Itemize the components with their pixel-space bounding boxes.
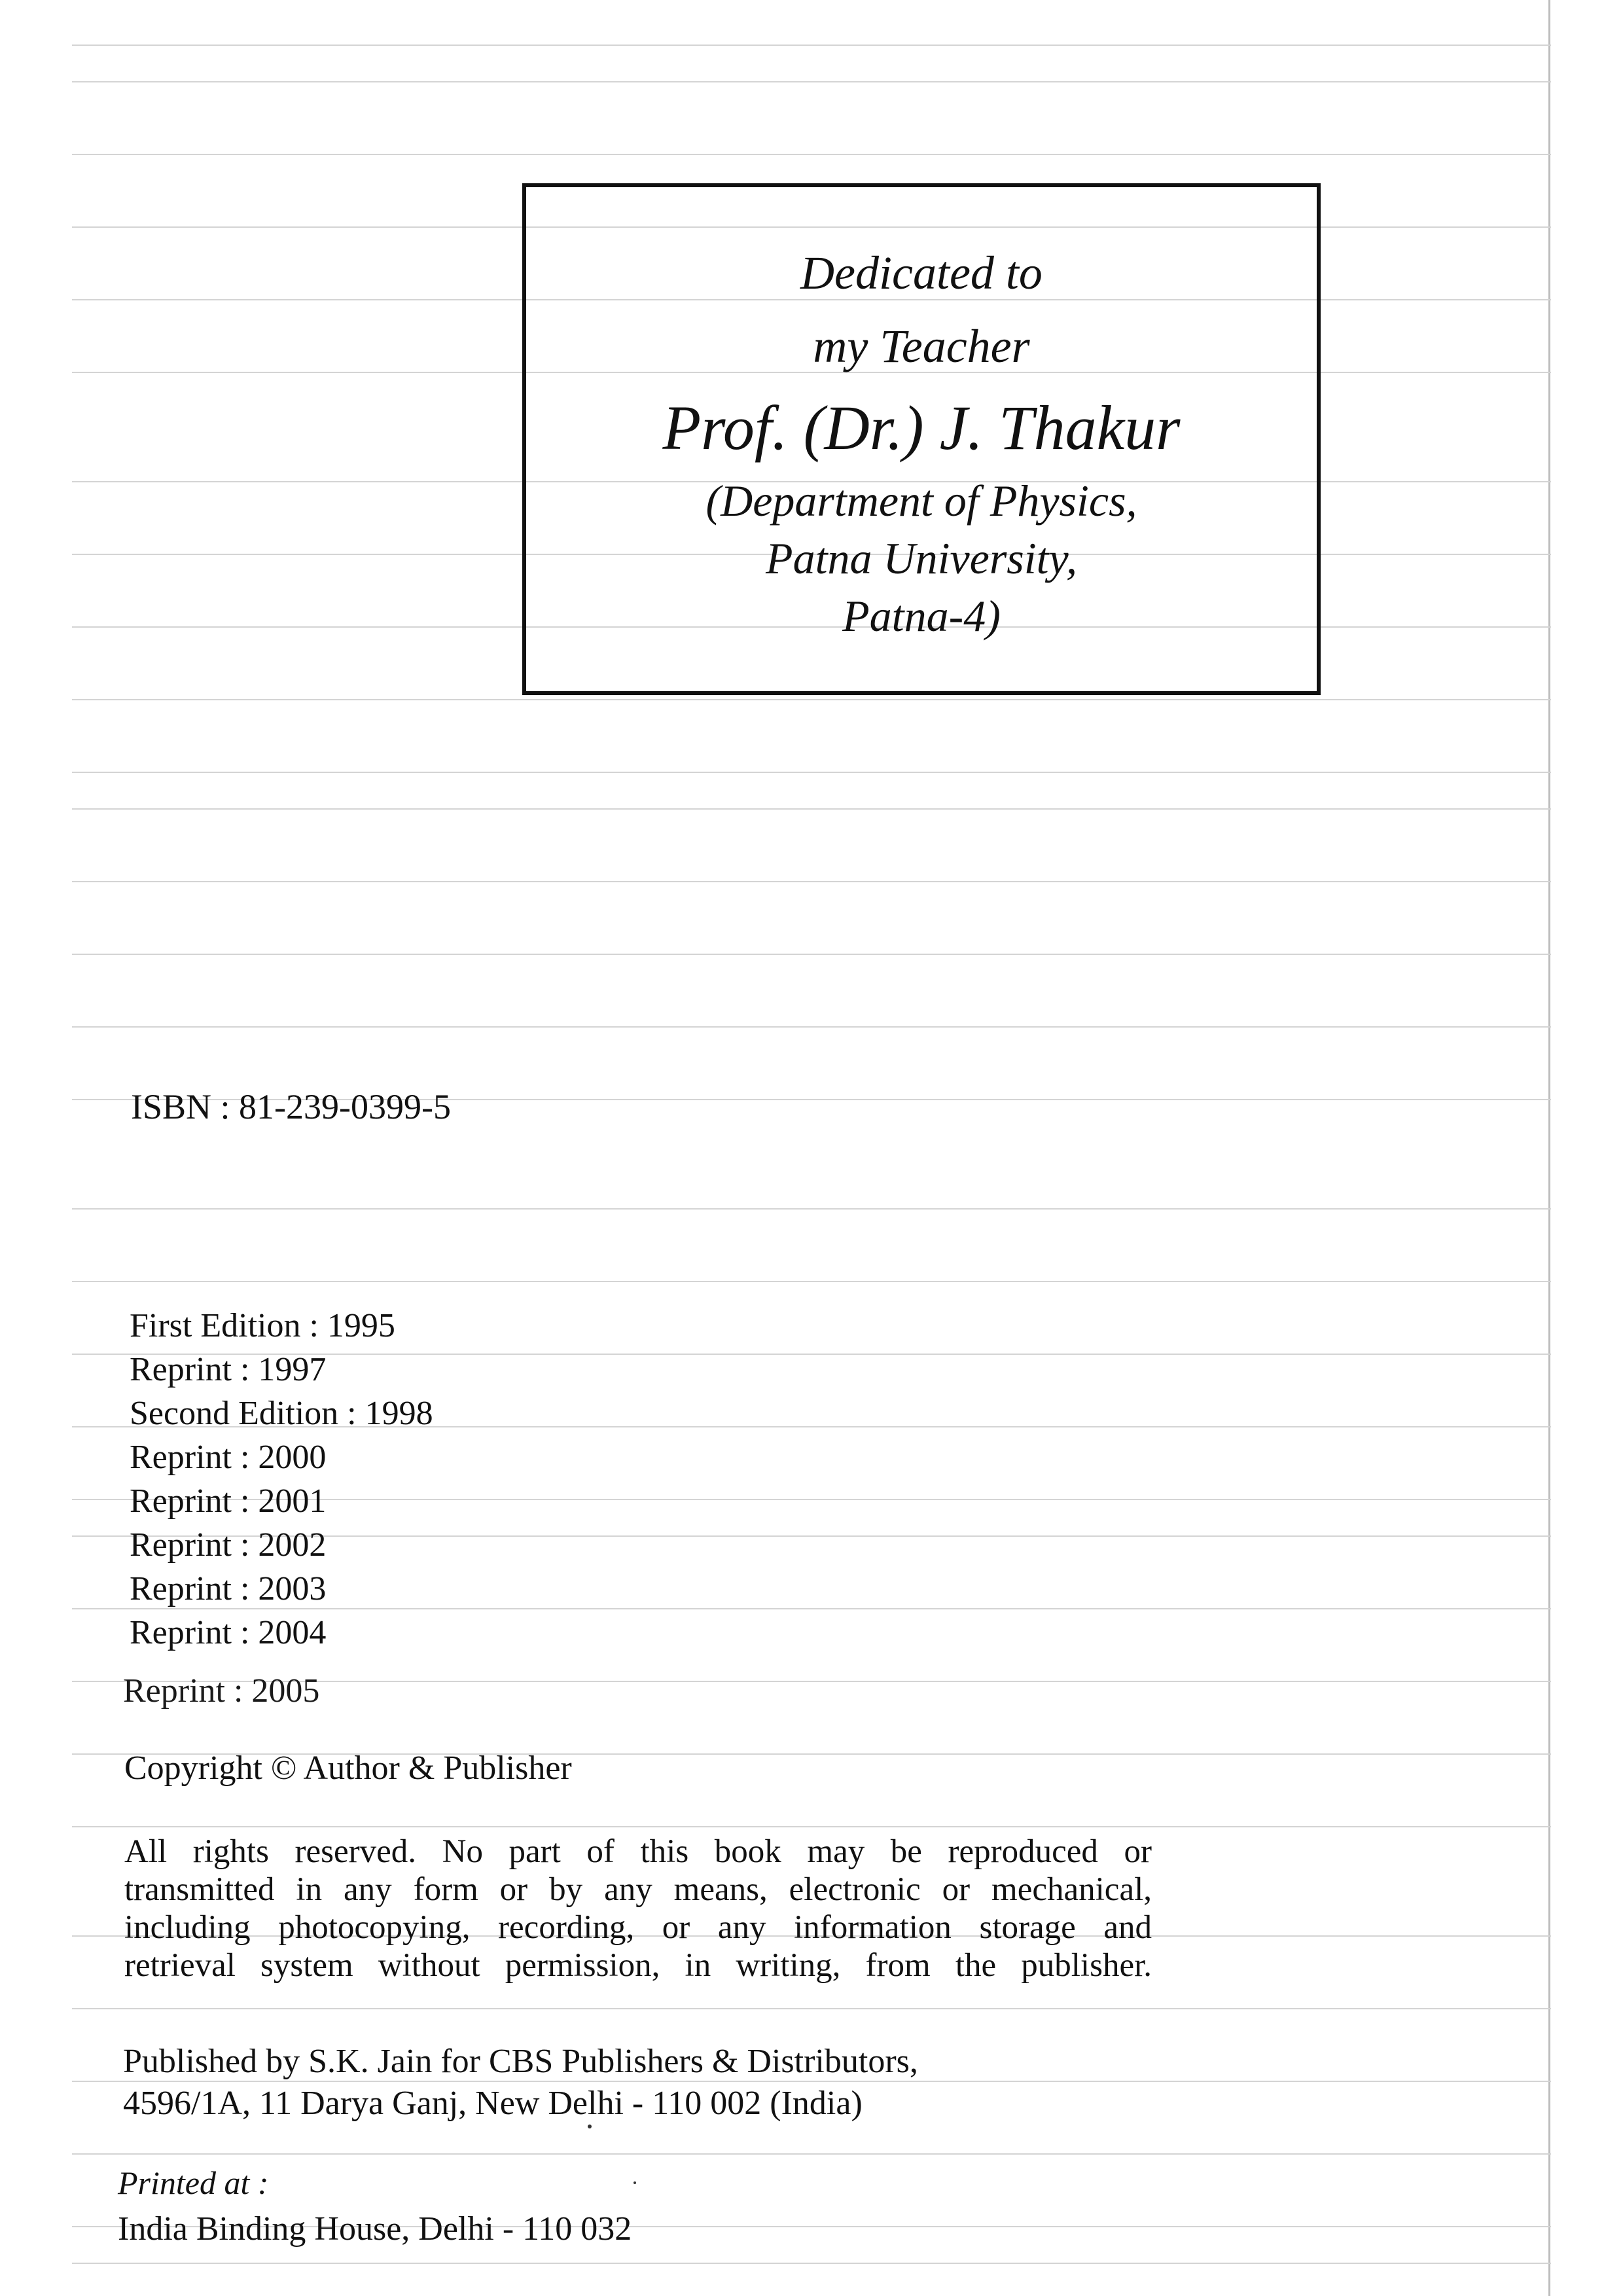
dedication-line-1: Dedicated to bbox=[800, 247, 1043, 299]
publisher-block bbox=[123, 2041, 918, 2125]
edition-line: Reprint : 1997 bbox=[130, 1351, 327, 1388]
rights-line: retrieval system without permission, in writing, from the publisher. bbox=[124, 1947, 1152, 1984]
publisher-line: Published by S.K. Jain for CBS Publishers & Distributors, bbox=[123, 2043, 918, 2080]
printed-at-label: Printed at : bbox=[118, 2164, 269, 2201]
printer-name: India Binding House, Delhi - 110 032 bbox=[118, 2210, 632, 2248]
edition-line: Second Edition : 1998 bbox=[130, 1395, 433, 1432]
edition-line: Reprint : 2001 bbox=[130, 1482, 327, 1520]
dedication-dept-line-2: Patna University, bbox=[766, 533, 1077, 583]
rights-line: transmitted in any form or by any means, electronic or mechanical, bbox=[124, 1871, 1152, 1908]
rights-paragraph bbox=[124, 1833, 1152, 1984]
dedication-dept-line-1: (Department of Physics, bbox=[705, 476, 1137, 526]
edition-line: Reprint : 2003 bbox=[130, 1570, 327, 1607]
dedicatee-name: Prof. (Dr.) J. Thakur bbox=[662, 393, 1181, 463]
ruled-line bbox=[72, 772, 1551, 773]
ruled-line bbox=[72, 1026, 1551, 1028]
ruled-line bbox=[72, 1826, 1551, 1827]
ruled-line bbox=[72, 81, 1551, 82]
ruled-line bbox=[72, 954, 1551, 955]
ruled-line bbox=[72, 2263, 1551, 2264]
edition-line: First Edition : 1995 bbox=[130, 1307, 395, 1344]
edition-line: Reprint : 2000 bbox=[130, 1439, 327, 1476]
scan-speck bbox=[633, 2181, 636, 2184]
page-edge-line bbox=[1548, 0, 1550, 2296]
ruled-line bbox=[72, 699, 1551, 700]
ruled-line bbox=[72, 1208, 1551, 1210]
ruled-line bbox=[72, 808, 1551, 810]
dedication-line-2: my Teacher bbox=[813, 320, 1030, 372]
ruled-line bbox=[72, 45, 1551, 46]
ruled-line bbox=[72, 1608, 1551, 1609]
edition-line: Reprint : 2002 bbox=[130, 1526, 327, 1564]
scan-speck bbox=[588, 2125, 592, 2128]
ruled-line bbox=[72, 154, 1551, 155]
edition-line: Reprint : 2004 bbox=[130, 1614, 327, 1651]
copyright-notice: Copyright © Author & Publisher bbox=[124, 1749, 572, 1787]
edition-line: Reprint : 2005 bbox=[123, 1672, 320, 1710]
dedication-box bbox=[522, 183, 1321, 695]
ruled-line bbox=[72, 1281, 1551, 1282]
ruled-line bbox=[72, 881, 1551, 882]
rights-line: including photocopying, recording, or any information storage and bbox=[124, 1909, 1152, 1946]
dedication-dept-line-3: Patna-4) bbox=[842, 591, 1001, 641]
publisher-address: 4596/1A, 11 Darya Ganj, New Delhi - 110 002 (India) bbox=[123, 2085, 863, 2122]
ruled-line bbox=[72, 2153, 1551, 2155]
isbn: ISBN : 81-239-0399-5 bbox=[131, 1087, 451, 1126]
rights-line: All rights reserved. No part of this book may be reproduced or bbox=[124, 1833, 1152, 1870]
ruled-line bbox=[72, 2008, 1551, 2009]
